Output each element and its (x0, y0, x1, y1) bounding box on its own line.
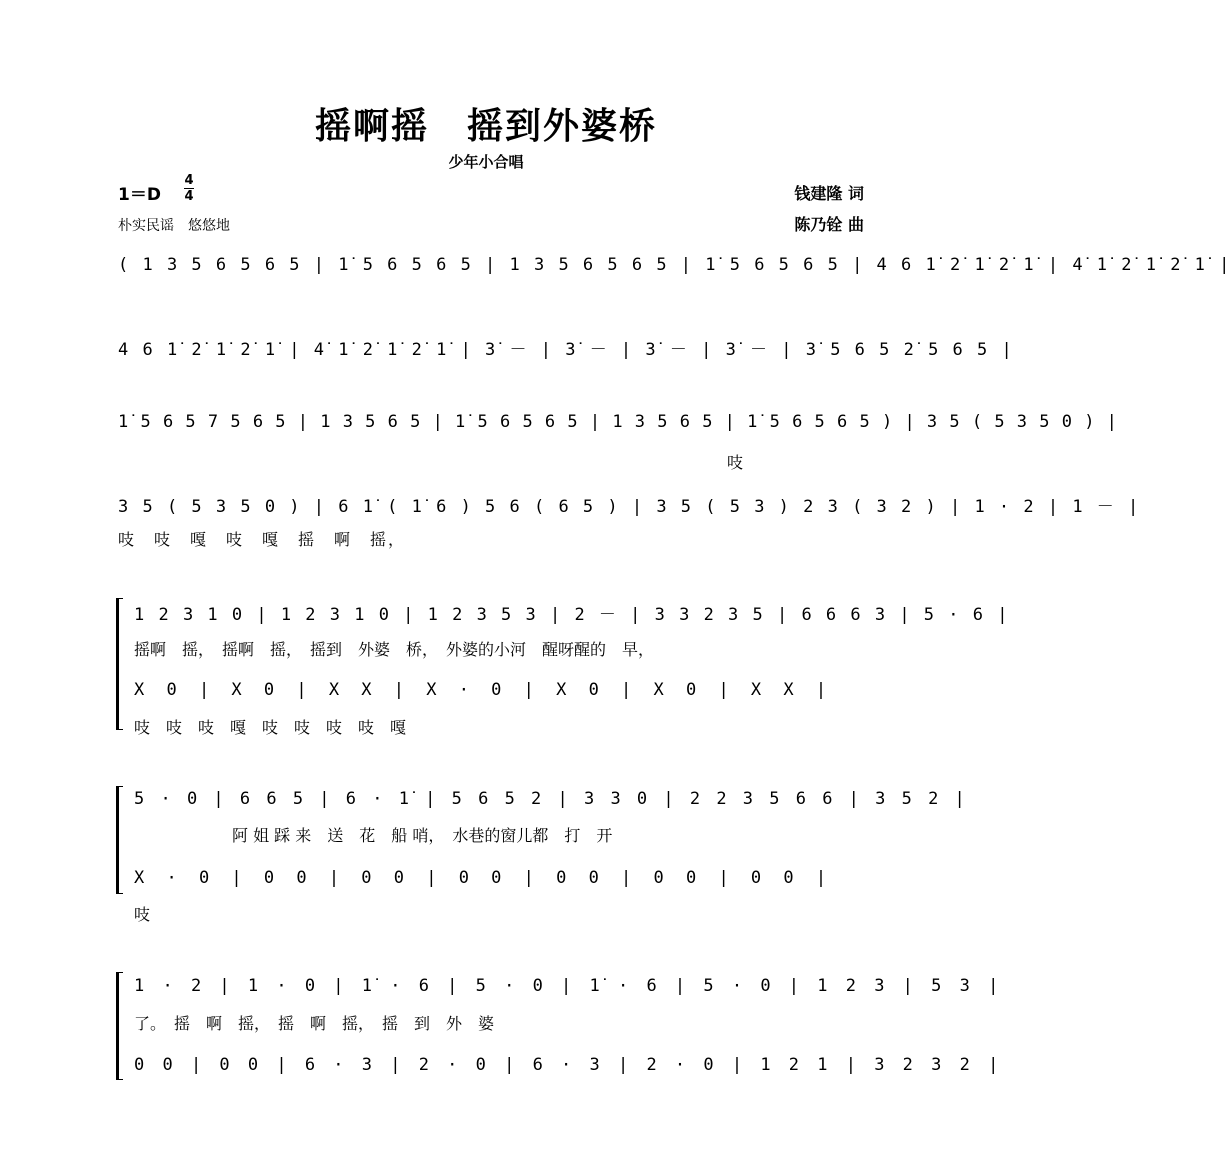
system-5 (134, 600, 1010, 630)
system-6-percussion-lyrics: 吱 (134, 905, 151, 924)
system-7-lyrics: 了。 摇 啊 摇， 摇 啊 摇， 摇 到 外 婆 (134, 1014, 495, 1033)
system-6-lyrics: 阿 姐 踩 来 送 花 船 哨， 水巷的窗儿都 打 开 (232, 826, 613, 845)
system-7-notes: 1 · 2 | 1 · 0 | 1̇ · 6 | 5 · 0 | 1̇ · 6 | 5 · 0 | 1 2 3 | 5 3 | (134, 976, 1003, 996)
system-6-notes: 5 · 0 | 6 6 5 | 6 · 1̇ | 5 6 5 2 | 3 3 0 | 2 2 3 5 6 6 | 3 5 2 | (134, 789, 968, 809)
style-marking: 朴实民谣 悠悠地 (118, 218, 230, 234)
system-5-brace (116, 598, 123, 730)
system-2-notes: 4 6 1̇ 2̇ 1̇ 2̇ 1̇ | 4̇ 1̇ 2̇ 1̇ 2̇ 1̇ | 3̇ － | 3̇ － | 3̇ － | 3̇ － | 3̇ 5 6 5 2̇ 5 6 5 | (118, 340, 1014, 360)
system-1-notes: ( 1 3 5 6 5 6 5 | 1̇ 5 6 5 6 5 | 1 3 5 6 5 6 5 | 1̇ 5 6 5 6 5 | 4 6 1̇ 2̇ 1̇ 2̇ 1̇ | 4̇ 1̇ 2̇ 1̇ 2̇ 1̇ | (118, 255, 1231, 275)
system-3-notes: 1̇ 5 6 5 7 5 6 5 | 1 3 5 6 5 | 1̇ 5 6 5 6 5 | 1 3 5 6 5 | 1̇ 5 6 5 6 5 ) | 3 5 ( 5 3 5 0 ) | (118, 412, 1118, 432)
system-3 (118, 412, 1118, 442)
system-3-lyrics: 吱 (727, 453, 744, 472)
system-2 (118, 335, 1014, 365)
meter-bottom: 4 (184, 189, 194, 204)
system-4-lyrics: 吱 吱 嘎 吱 嘎 摇 啊 摇， (118, 530, 407, 549)
system-6 (134, 789, 968, 819)
system-5-percussion-lyrics: 吱 吱 吱 嘎 吱 吱 吱 吱 嘎 (134, 718, 407, 737)
system-5-notes: 1 2 3 1 0 | 1 2 3 1 0 | 1 2 3 5 3 | 2 － | 3 3 2 3 5 | 6 6 6 3 | 5 · 6 | (134, 605, 1010, 625)
system-7 (134, 976, 1003, 1006)
system-4 (118, 492, 1141, 522)
system-6-percussion-notes: X · 0 | 0 0 | 0 0 | 0 0 | 0 0 | 0 0 | 0 0 | (134, 868, 833, 888)
system-5-lyrics: 摇啊 摇， 摇啊 摇， 摇到 外婆 桥， 外婆的小河 醒呀醒的 早， (134, 640, 655, 659)
key-signature: 1＝D (118, 185, 161, 205)
lyricist-credit: 钱建隆 词 (794, 184, 864, 203)
system-1 (118, 255, 1231, 285)
system-7-alto (134, 1055, 1003, 1085)
system-6-brace (116, 786, 123, 894)
system-6-percussion (134, 868, 864, 898)
song-title: 摇啊摇 摇到外婆桥 (314, 105, 657, 147)
system-5-percussion (134, 680, 864, 710)
system-5-percussion-notes: X 0 | X 0 | X X | X · 0 | X 0 | X 0 | X X | (134, 680, 833, 700)
time-signature (184, 173, 194, 204)
composer-credit: 陈乃铨 曲 (794, 215, 864, 234)
song-subtitle: 少年小合唱 (448, 153, 524, 171)
system-7-brace (116, 972, 123, 1080)
system-7-alto-notes: 0 0 | 0 0 | 6 · 3 | 2 · 0 | 6 · 3 | 2 · 0 | 1 2 1 | 3 2 3 2 | (134, 1055, 1003, 1075)
meter-top: 4 (184, 173, 194, 188)
system-4-notes: 3 5 ( 5 3 5 0 ) | 6 1̇ ( 1̇ 6 ) 5 6 ( 6 5 ) | 3 5 ( 5 3 ) 2 3 ( 3 2 ) | 1 · 2 | 1 － | (118, 497, 1141, 517)
